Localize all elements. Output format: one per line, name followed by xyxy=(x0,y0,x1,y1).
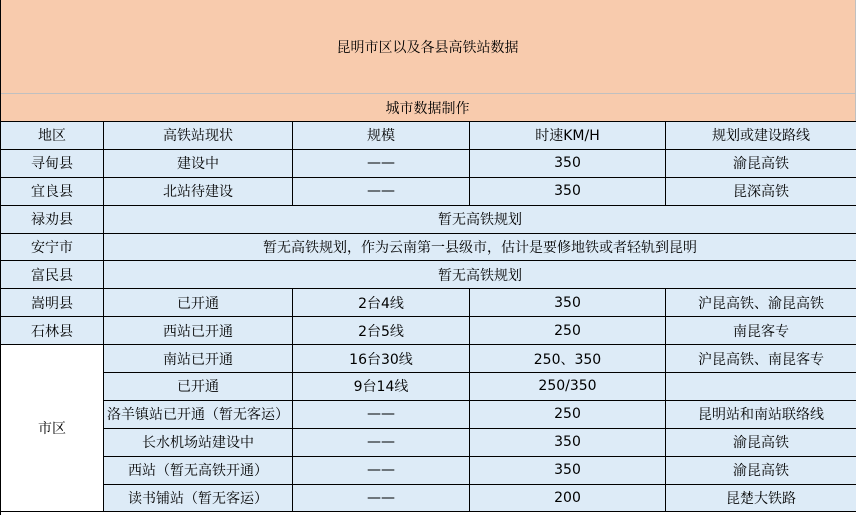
route-cell[interactable]: 沪昆高铁、南昆客专 xyxy=(666,345,856,373)
table-row xyxy=(1,400,856,428)
status-cell[interactable]: 已开通 xyxy=(104,289,293,317)
area-cell[interactable]: 寻甸县 xyxy=(1,149,104,177)
header-route[interactable]: 规划或建设路线 xyxy=(666,122,856,150)
status-cell[interactable]: 已开通 xyxy=(104,373,293,401)
speed-cell[interactable]: 350 xyxy=(470,149,666,177)
speed-cell[interactable]: 250 xyxy=(470,400,666,428)
table-row xyxy=(1,177,856,205)
header-area[interactable]: 地区 xyxy=(1,122,104,150)
route-cell[interactable] xyxy=(666,373,856,401)
speed-cell[interactable]: 350 xyxy=(470,456,666,484)
sheet-title: 昆明市区以及各县高铁站数据 xyxy=(0,0,856,94)
scale-cell[interactable]: —— xyxy=(293,484,470,512)
scale-cell[interactable]: 16台30线 xyxy=(293,345,470,373)
station-table xyxy=(0,121,856,512)
table-row xyxy=(1,205,856,233)
scale-cell[interactable]: —— xyxy=(293,428,470,456)
table-row xyxy=(1,456,856,484)
header-status[interactable]: 高铁站现状 xyxy=(104,122,293,150)
merged-note-cell[interactable]: 暂无高铁规划，作为云南第一县级市，估计是要修地铁或者轻轨到昆明 xyxy=(104,233,856,261)
header-scale[interactable]: 规模 xyxy=(293,122,470,150)
status-cell[interactable]: 读书铺站（暂无客运） xyxy=(104,484,293,512)
route-cell[interactable]: 渝昆高铁 xyxy=(666,149,856,177)
route-cell[interactable]: 渝昆高铁 xyxy=(666,456,856,484)
header-row xyxy=(1,122,856,150)
scale-cell[interactable]: —— xyxy=(293,149,470,177)
scale-cell[interactable]: 2台5线 xyxy=(293,317,470,345)
table-row xyxy=(1,261,856,289)
merged-note-cell[interactable]: 暂无高铁规划 xyxy=(104,261,856,289)
speed-cell[interactable]: 250 xyxy=(470,317,666,345)
route-cell[interactable]: 沪昆高铁、渝昆高铁 xyxy=(666,289,856,317)
table-row xyxy=(1,345,856,373)
area-cell[interactable]: 石林县 xyxy=(1,317,104,345)
scale-cell[interactable]: —— xyxy=(293,177,470,205)
scale-cell[interactable]: —— xyxy=(293,456,470,484)
scale-cell[interactable]: 9台14线 xyxy=(293,373,470,401)
route-cell[interactable]: 昆深高铁 xyxy=(666,177,856,205)
sheet-subtitle: 城市数据制作 xyxy=(0,94,856,121)
status-cell[interactable]: 南站已开通 xyxy=(104,345,293,373)
speed-cell[interactable]: 200 xyxy=(470,484,666,512)
table-row xyxy=(1,149,856,177)
route-cell[interactable]: 南昆客专 xyxy=(666,317,856,345)
sheet-left-border xyxy=(0,0,1,515)
merged-note-cell[interactable]: 暂无高铁规划 xyxy=(104,205,856,233)
speed-cell[interactable]: 350 xyxy=(470,177,666,205)
status-cell[interactable]: 建设中 xyxy=(104,149,293,177)
status-cell[interactable]: 西站（暂无高铁开通） xyxy=(104,456,293,484)
table-row xyxy=(1,233,856,261)
header-speed[interactable]: 时速KM/H xyxy=(470,122,666,150)
route-cell[interactable]: 渝昆高铁 xyxy=(666,428,856,456)
area-cell[interactable]: 嵩明县 xyxy=(1,289,104,317)
area-cell[interactable]: 宜良县 xyxy=(1,177,104,205)
speed-cell[interactable]: 350 xyxy=(470,289,666,317)
status-cell[interactable]: 北站待建设 xyxy=(104,177,293,205)
table-row xyxy=(1,289,856,317)
speed-cell[interactable]: 250/350 xyxy=(470,373,666,401)
speed-cell[interactable]: 350 xyxy=(470,428,666,456)
scale-cell[interactable]: —— xyxy=(293,400,470,428)
status-cell[interactable]: 洛羊镇站已开通（暂无客运） xyxy=(104,400,293,428)
table-row xyxy=(1,428,856,456)
area-cell[interactable]: 富民县 xyxy=(1,261,104,289)
route-cell[interactable]: 昆明站和南站联络线 xyxy=(666,400,856,428)
status-cell[interactable]: 长水机场站建设中 xyxy=(104,428,293,456)
status-cell[interactable]: 西站已开通 xyxy=(104,317,293,345)
route-cell[interactable]: 昆楚大铁路 xyxy=(666,484,856,512)
table-row xyxy=(1,484,856,512)
area-cell[interactable]: 安宁市 xyxy=(1,233,104,261)
table-row xyxy=(1,317,856,345)
speed-cell[interactable]: 250、350 xyxy=(470,345,666,373)
area-cell[interactable]: 禄劝县 xyxy=(1,205,104,233)
scale-cell[interactable]: 2台4线 xyxy=(293,289,470,317)
city-area-cell[interactable]: 市区 xyxy=(1,345,104,512)
table-row xyxy=(1,373,856,401)
